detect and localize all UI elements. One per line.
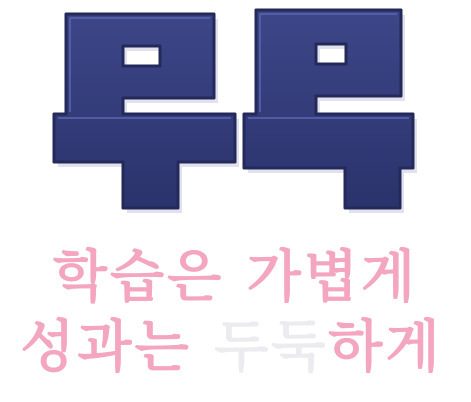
tagline-brand: 두둑 [214,315,329,380]
logo-glyph-duk [244,10,413,208]
logo-glyphs [54,10,413,208]
tagline-line1: 학습은 가볍게 [52,245,419,310]
tagline-suffix: 하게 [328,315,443,380]
tagline-line2 [0,316,467,380]
tagline-outcome: 성과는 [20,315,192,380]
logo-glyph-du [54,14,235,208]
